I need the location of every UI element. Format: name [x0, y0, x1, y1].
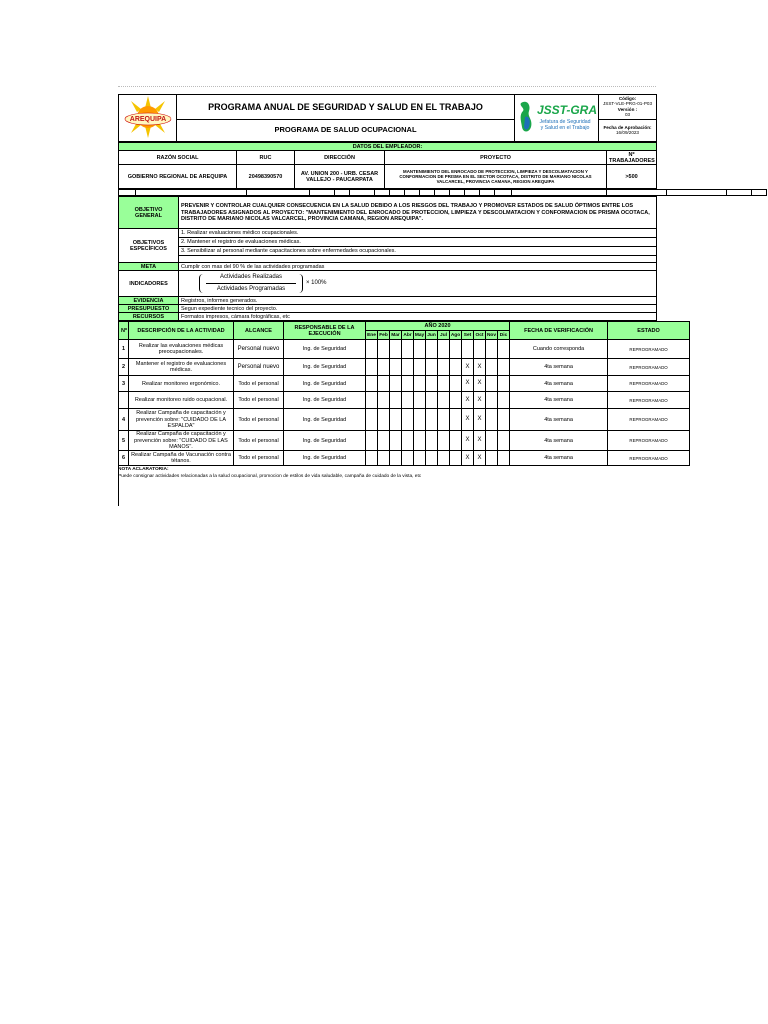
presupuesto-text: Segun expediente tecnico del proyecto.	[179, 305, 657, 313]
sun-logo-icon	[122, 95, 174, 139]
month-mark	[426, 340, 438, 359]
spacer-cell	[480, 190, 495, 196]
activity-fecha: 4ta semana	[510, 392, 608, 409]
month-mark: X	[474, 409, 486, 431]
month-mark	[402, 359, 414, 376]
nota-aclaratoria-title: NOTA ACLARATORIA:	[118, 467, 169, 473]
month-ene: Ene	[366, 331, 378, 340]
activity-fecha: 4ta semana	[510, 451, 608, 466]
objetivo-general-text: PREVENIR Y CONTROLAR CUALQUIER CONSECUENCIA EN LA SALUD DEBIDO A LOS RIESGOS DEL TRABAJO Y PROMOVER ESTADOS DE SALUD ÓPTIMOS ENTRE LOS TRABAJADORES ASIGNADOS AL PROYECTO: "MANTENIMIENTO DEL ENROCADO DE PROTECCION, LIMPIEZA Y DESCOLMATACION Y CONFORMACION DE PRISMA OCOTACA, DISTRITO DE MARIANO NICOLAS VALCARCEL, PROVINCIA CAMANA, REGION AREQUIPA".	[179, 197, 657, 229]
month-mark	[426, 409, 438, 431]
activity-responsable: Ing. de Seguridad	[284, 451, 366, 466]
employer-section-title: DATOS DEL EMPLEADOR:	[119, 143, 657, 151]
activity-num: 2	[119, 359, 129, 376]
spacer-cell	[727, 190, 752, 196]
activity-row	[119, 359, 690, 376]
col-razon-social: RAZÓN SOCIAL	[119, 151, 237, 165]
evidencia-text: Registros, informes generados.	[179, 297, 657, 305]
month-mark: X	[462, 359, 474, 376]
activity-estado: REPROGRAMADO	[608, 431, 690, 451]
indicador-multiplicador: × 100%	[306, 280, 327, 287]
activity-num: 4	[119, 409, 129, 431]
month-mark	[450, 431, 462, 451]
activity-alcance: Personal nuevo	[234, 359, 284, 376]
month-mar: Mar	[390, 331, 402, 340]
month-mark	[438, 409, 450, 431]
col-responsable: RESPONSABLE DE LA EJECUCIÓN	[284, 322, 366, 340]
month-mark	[366, 376, 378, 392]
activity-responsable: Ing. de Seguridad	[284, 431, 366, 451]
activity-row	[119, 340, 690, 359]
activity-description: Realizar monitoreo ruido ocupacional.	[129, 392, 234, 409]
month-feb: Feb	[378, 331, 390, 340]
activity-fecha: Cuando corresponda	[510, 340, 608, 359]
month-mark	[390, 451, 402, 466]
activity-row	[119, 376, 690, 392]
month-mark	[450, 409, 462, 431]
month-mark	[402, 340, 414, 359]
activity-description: Realizar Campaña de capacitación y prevención sobre: "CUIDADO DE LA ESPALDA"	[129, 409, 234, 431]
document-title: PROGRAMA ANUAL DE SEGURIDAD Y SALUD EN EL TRABAJO	[177, 95, 515, 120]
activity-description: Mantener el registro de evaluaciones médicas.	[129, 359, 234, 376]
evidencia-label: EVIDENCIA	[119, 297, 179, 305]
activity-estado: REPROGRAMADO	[608, 392, 690, 409]
objetivos-especificos-label: OBJETIVOS ESPECÍFICOS	[119, 229, 179, 263]
month-mark	[402, 376, 414, 392]
month-mark	[438, 392, 450, 409]
activity-description: Realizar Campaña de Vacunación contra tétanos.	[129, 451, 234, 466]
activity-responsable: Ing. de Seguridad	[284, 409, 366, 431]
activity-alcance: Personal nuevo	[234, 340, 284, 359]
spacer-cell	[390, 190, 405, 196]
month-mark	[474, 340, 486, 359]
col-proyecto: PROYECTO	[385, 151, 607, 165]
month-mark	[486, 376, 498, 392]
month-mark	[414, 409, 426, 431]
activity-estado: REPROGRAMADO	[608, 451, 690, 466]
spacer-cell	[310, 190, 335, 196]
month-nov: Nov	[486, 331, 498, 340]
activity-estado: REPROGRAMADO	[608, 340, 690, 359]
direccion-value: AV. UNION 200 - URB. CESAR VALLEJO - PAUCARPATA	[295, 165, 385, 189]
month-mark: X	[462, 409, 474, 431]
month-mark	[438, 359, 450, 376]
spacer-cell	[350, 190, 375, 196]
month-mark	[498, 409, 510, 431]
spacer-cell	[450, 190, 465, 196]
spacer-grid	[118, 189, 767, 196]
activity-num: 6	[119, 451, 129, 466]
month-mark	[486, 409, 498, 431]
month-jul: Jul	[438, 331, 450, 340]
month-mark	[390, 340, 402, 359]
activity-num	[119, 392, 129, 409]
month-mark	[402, 409, 414, 431]
activity-row	[119, 392, 690, 409]
month-mark	[366, 359, 378, 376]
col-trabajadores: Nº TRABAJADORES	[607, 151, 657, 165]
month-set: Set	[462, 331, 474, 340]
spacer-cell	[420, 190, 435, 196]
activity-responsable: Ing. de Seguridad	[284, 376, 366, 392]
activity-estado: REPROGRAMADO	[608, 359, 690, 376]
svg-text:Jefatura de Seguridad: Jefatura de Seguridad	[538, 119, 591, 125]
month-ago: Ago	[450, 331, 462, 340]
spacer-cell	[119, 190, 136, 196]
svg-text:JSST-GRA: JSST-GRA	[536, 103, 597, 117]
month-mark	[390, 376, 402, 392]
month-mark	[414, 359, 426, 376]
spacer-cell	[752, 190, 767, 196]
month-mark	[414, 392, 426, 409]
col-alcance: ALCANCE	[234, 322, 284, 340]
spacer-cell	[335, 190, 350, 196]
month-oct: Oct	[474, 331, 486, 340]
activity-responsable: Ing. de Seguridad	[284, 340, 366, 359]
month-mark	[402, 392, 414, 409]
activity-alcance: Todo el personal	[234, 392, 284, 409]
recursos-label: RECURSOS	[119, 313, 179, 321]
program-table	[118, 196, 657, 321]
ruc-value: 20498390570	[237, 165, 295, 189]
month-mark	[498, 451, 510, 466]
activity-alcance: Todo el personal	[234, 409, 284, 431]
month-mark	[498, 359, 510, 376]
indicador-denominador: Actividades Programadas	[216, 286, 286, 293]
activity-num: 5	[119, 431, 129, 451]
document-sheet	[118, 94, 668, 480]
activity-alcance: Todo el personal	[234, 451, 284, 466]
month-mark	[462, 340, 474, 359]
meta-label: META	[119, 263, 179, 271]
activity-alcance: Todo el personal	[234, 431, 284, 451]
spacer-cell	[607, 190, 667, 196]
month-mark	[426, 376, 438, 392]
col-fecha-verificacion: FECHA DE VERIFICACIÓN	[510, 322, 608, 340]
month-mark	[390, 359, 402, 376]
spacer-cell	[495, 190, 512, 196]
col-num: Nº	[119, 322, 129, 340]
razon-social-value: GOBIERNO REGIONAL DE AREQUIPA	[119, 165, 237, 189]
month-mark	[390, 409, 402, 431]
activity-fecha: 4ta semana	[510, 376, 608, 392]
activity-fecha: 4ta semana	[510, 409, 608, 431]
objetivo-especifico-1: 1. Realizar evaluaciones médico ocupacionales.	[179, 229, 657, 238]
activity-description: Realizar Campaña de capacitación y prevención sobre: "CUIDADO DE LAS MANOS".	[129, 431, 234, 451]
proyecto-value: MANTENIMIENTO DEL ENROCADO DE PROTECCION, LIMPIEZA Y DESCOLMATACION Y CONFORMACION DE PRISMA EN EL SECTOR OCOTACA, DISTRITO DE MARIANO NICOLAS VALCARCEL, PROVINCIA CAMANA, REGION AREQUIPA	[385, 165, 607, 189]
col-year: AÑO 2020	[366, 322, 510, 331]
month-mark	[378, 431, 390, 451]
jsst-gra-logo	[515, 95, 599, 142]
month-mark	[378, 359, 390, 376]
presupuesto-label: PRESUPUESTO	[119, 305, 179, 313]
month-mark	[450, 451, 462, 466]
spacer-cell	[375, 190, 390, 196]
month-mark	[414, 451, 426, 466]
trabajadores-value: >500	[607, 165, 657, 189]
activity-alcance: Todo el personal	[234, 376, 284, 392]
spacer-cell	[465, 190, 480, 196]
objetivo-especifico-2: 2. Mantener el registro de evaluaciones médicas.	[179, 238, 657, 247]
spacer-cell	[247, 190, 310, 196]
nota-aclaratoria-text: Puede consignar actividades relacionadas a la salud ocupacional, promocion de estilos de vida saludable, campaña de cuidado de la vista, etc	[118, 474, 422, 480]
svg-text:y Salud en el Trabajo: y Salud en el Trabajo	[540, 125, 589, 131]
month-mark	[498, 431, 510, 451]
spacer-cell	[512, 190, 607, 196]
meta-text: Cumplir con mas del 90 % de las actividades programadas	[179, 263, 657, 271]
activity-fecha: 4ta semana	[510, 431, 608, 451]
header-table	[118, 94, 657, 142]
col-estado: ESTADO	[608, 322, 690, 340]
month-mark	[378, 340, 390, 359]
month-mark	[486, 359, 498, 376]
month-mark	[438, 431, 450, 451]
col-ruc: RUC	[237, 151, 295, 165]
month-mark	[378, 376, 390, 392]
activity-row	[119, 451, 690, 466]
month-mark: X	[474, 359, 486, 376]
month-mark	[366, 451, 378, 466]
month-mark	[366, 392, 378, 409]
month-mark	[498, 376, 510, 392]
month-may: May	[414, 331, 426, 340]
indicador-formula	[179, 271, 657, 297]
month-mark	[378, 392, 390, 409]
spacer-cell	[667, 190, 727, 196]
col-descripcion: DESCRIPCIÓN DE LA ACTIVIDAD	[129, 322, 234, 340]
indicadores-label: INDICADORES	[119, 271, 179, 297]
month-mark	[498, 340, 510, 359]
activity-responsable: Ing. de Seguridad	[284, 359, 366, 376]
month-mark	[414, 431, 426, 451]
month-mark	[498, 392, 510, 409]
month-mark	[378, 451, 390, 466]
month-mark	[402, 451, 414, 466]
activity-num: 3	[119, 376, 129, 392]
month-mark	[486, 392, 498, 409]
spacer-cell	[405, 190, 420, 196]
month-mark	[486, 451, 498, 466]
month-mark	[438, 340, 450, 359]
activity-estado: REPROGRAMADO	[608, 376, 690, 392]
document-code: Código: JSST-VLE-PRG-01-P03 Versión : 03	[599, 95, 657, 120]
month-mark	[438, 376, 450, 392]
month-mark: X	[474, 392, 486, 409]
month-mark	[426, 359, 438, 376]
month-mark	[450, 376, 462, 392]
arequipa-logo	[119, 95, 177, 142]
month-mark	[450, 340, 462, 359]
jsst-logo-icon	[517, 97, 597, 137]
indicador-numerador: Actividades Realizadas	[219, 274, 283, 281]
month-mark	[486, 340, 498, 359]
activity-description: Realizar las evaluaciones médicas preocupacionales.	[129, 340, 234, 359]
activity-description: Realizar monitoreo ergonómico.	[129, 376, 234, 392]
month-mark	[486, 431, 498, 451]
month-mark	[414, 376, 426, 392]
month-mark: X	[462, 431, 474, 451]
svg-text:AREQUIPA: AREQUIPA	[129, 116, 166, 123]
activity-fecha: 4ta semana	[510, 359, 608, 376]
month-abr: Abr	[402, 331, 414, 340]
objetivo-general-label: OBJETIVO GENERAL	[119, 197, 179, 229]
activity-num: 1	[119, 340, 129, 359]
month-jun: Jun	[426, 331, 438, 340]
month-mark	[390, 431, 402, 451]
month-dic: Dic	[498, 331, 510, 340]
employer-table	[118, 142, 657, 189]
month-mark	[450, 392, 462, 409]
month-mark: X	[462, 451, 474, 466]
month-mark: X	[474, 451, 486, 466]
document-subtitle: PROGRAMA DE SALUD OCUPACIONAL	[177, 119, 515, 142]
month-mark: X	[474, 431, 486, 451]
month-mark	[414, 340, 426, 359]
activity-estado: REPROGRAMADO	[608, 409, 690, 431]
month-mark	[366, 340, 378, 359]
month-mark: X	[474, 376, 486, 392]
month-mark: X	[462, 392, 474, 409]
col-direccion: DIRECCIÓN	[295, 151, 385, 165]
page-top-dotted-line	[118, 86, 656, 87]
spacer-cell	[136, 190, 247, 196]
month-mark	[366, 409, 378, 431]
activity-responsable: Ing. de Seguridad	[284, 392, 366, 409]
approval-date: Fecha de Aprobación: 16/09/2023	[599, 119, 657, 142]
month-mark	[378, 409, 390, 431]
month-mark	[438, 451, 450, 466]
spacer-cell	[435, 190, 450, 196]
activity-row	[119, 409, 690, 431]
objetivo-especifico-blank	[179, 256, 657, 263]
month-mark	[366, 431, 378, 451]
objetivo-especifico-3: 3. Sensibilizar al personal mediante capacitaciones sobre enfermedades ocupacionales.	[179, 247, 657, 256]
month-mark: X	[462, 376, 474, 392]
month-mark	[426, 392, 438, 409]
month-mark	[426, 451, 438, 466]
activity-row	[119, 431, 690, 451]
activities-table	[118, 321, 690, 466]
month-mark	[426, 431, 438, 451]
recursos-text: Formatos impresos, cámara fotográficas, etc	[179, 313, 657, 321]
month-mark	[390, 392, 402, 409]
month-mark	[402, 431, 414, 451]
month-mark	[450, 359, 462, 376]
